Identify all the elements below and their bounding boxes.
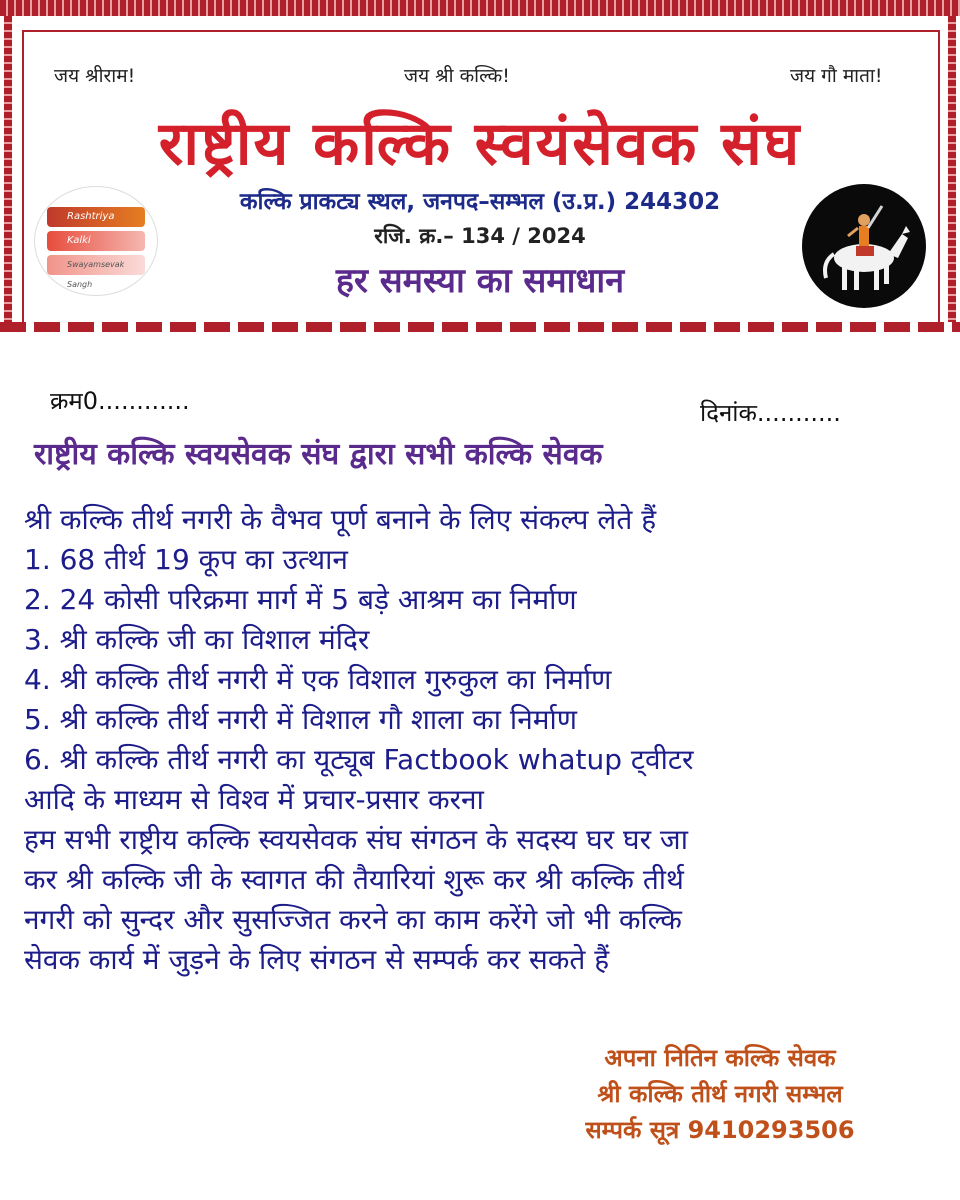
logo-line-3: Swayamsevak Sangh — [47, 255, 145, 275]
signature-place: श्री कल्कि तीर्थ नगरी सम्भल — [597, 1080, 843, 1108]
signature-name: अपना नितिन कल्कि सेवक — [604, 1044, 836, 1072]
text-line: हम सभी राष्ट्रीय कल्कि स्वयसेवक संघ संगठन के सदस्य घर घर जा — [24, 823, 688, 856]
letter-text — [24, 500, 934, 980]
letter-body — [0, 334, 960, 1200]
slogan-center: जय श्री कल्कि! — [404, 65, 510, 87]
list-item: 6. श्री कल्कि तीर्थ नगरी का यूट्यूब Factbook whatup ट्वीटर — [24, 743, 694, 776]
text-line: आदि के माध्यम से विश्व में प्रचार-प्रसार करना — [24, 783, 484, 816]
org-logo-icon — [34, 186, 158, 296]
registration-number: रजि. क्र.– 134 / 2024 — [374, 224, 586, 248]
list-item: 4. श्री कल्कि तीर्थ नगरी में एक विशाल गुरुकुल का निर्माण — [24, 663, 612, 696]
text-line: सेवक कार्य में जुड़ने के लिए संगठन से सम्पर्क कर सकते हैं — [24, 943, 610, 976]
text-line: नगरी को सुन्दर और सुसज्जित करने का काम करेंगे जो भी कल्कि — [24, 903, 682, 936]
tagline: हर समस्या का समाधान — [335, 261, 625, 301]
letterhead — [0, 0, 960, 334]
letter-heading: राष्ट्रीय कल्कि स्वयसेवक संघ द्वारा सभी कल्कि सेवक — [34, 437, 603, 472]
org-name: राष्ट्रीय कल्कि स्वयंसेवक संघ — [158, 109, 802, 179]
list-item: 3. श्री कल्कि जी का विशाल मंदिर — [24, 623, 370, 656]
date-field: दिनांक........... — [700, 399, 841, 427]
logo-line-2: Kalki — [47, 231, 145, 251]
list-item: 2. 24 कोसी परिक्रमा मार्ग में 5 बड़े आश्रम का निर्माण — [24, 583, 577, 616]
text-line: कर श्री कल्कि जी के स्वागत की तैयारियां शुरू कर श्री कल्कि तीर्थ — [24, 863, 684, 896]
kalki-horse-rider-icon — [802, 184, 926, 308]
slogan-right: जय गौ माता! — [790, 65, 883, 87]
serial-number: क्रम0............ — [50, 387, 190, 415]
list-item: 1. 68 तीर्थ 19 कूप का उत्थान — [24, 543, 348, 576]
left-border — [4, 16, 12, 328]
text-line: श्री कल्कि तीर्थ नगरी के वैभव पूर्ण बनाने के लिए संकल्प लेते हैं — [24, 503, 657, 536]
list-item: 5. श्री कल्कि तीर्थ नगरी में विशाल गौ शाला का निर्माण — [24, 703, 577, 736]
signature-contact: सम्पर्क सूत्र 9410293506 — [585, 1116, 855, 1144]
top-border — [0, 0, 960, 16]
right-border — [948, 16, 956, 328]
signature-block — [520, 1040, 920, 1148]
address: कल्कि प्राकट्य स्थल, जनपद–सम्भल (उ.प्र.) 244302 — [239, 189, 721, 215]
logo-line-1: Rashtriya — [47, 207, 145, 227]
slogan-left: जय श्रीराम! — [54, 65, 136, 87]
bottom-border — [0, 322, 960, 332]
